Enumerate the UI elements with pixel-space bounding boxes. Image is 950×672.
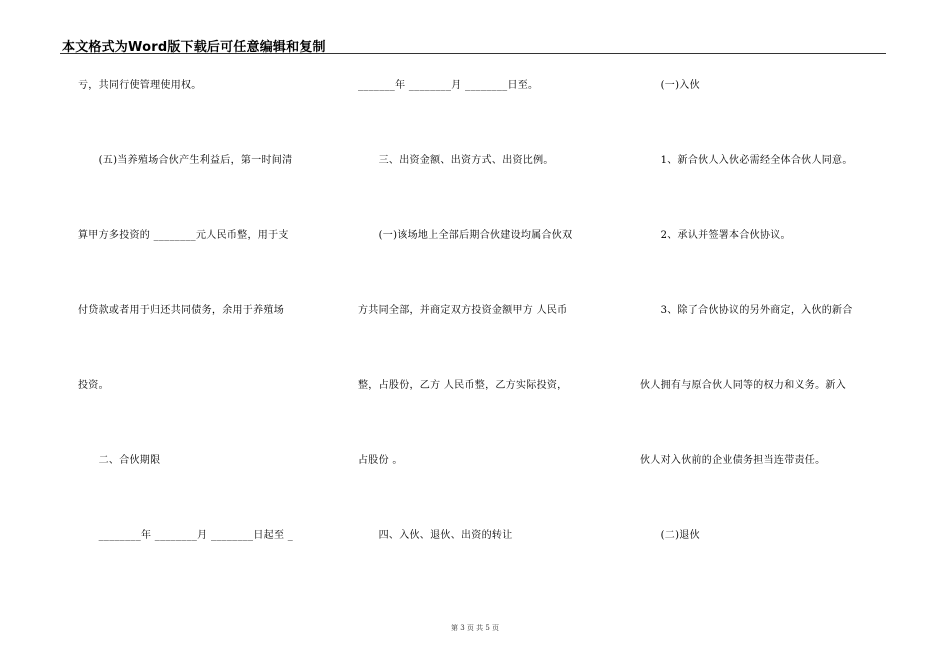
subsection-heading: (一)入伙 <box>640 80 700 91</box>
text-line: 整，占股份，乙方 人民币整，乙方实际投资， <box>358 380 568 391</box>
text-line: 1、新合伙人入伙必需经全体合伙人同意。 <box>640 155 853 166</box>
text-line: (一)该场地上全部后期合伙建设均属合伙双 <box>358 230 573 241</box>
text-line: 投资。 <box>78 380 109 391</box>
text-line: 付贷款或者用于归还共同债务，余用于养殖场 <box>78 305 284 316</box>
text-line: 2、承认并签署本合伙协议。 <box>640 230 791 241</box>
header-divider <box>60 53 886 54</box>
section-heading: 二、合伙期限 <box>78 455 161 466</box>
text-line: 3、除了合伙协议的另外商定，入伙的新合 <box>640 305 853 316</box>
text-line: 亏，共同行使管理使用权。 <box>78 80 202 91</box>
subsection-heading: (二)退伙 <box>640 530 700 541</box>
page-number: 第 3 页 共 5 页 <box>450 624 500 632</box>
section-heading: 三、出资金额、出资方式、出资比例。 <box>358 155 554 166</box>
text-line: 算甲方多投资的 ________元人民币整，用于支 <box>78 230 289 241</box>
text-line: _______年 ________月 ________日至。 <box>358 80 539 91</box>
text-line: 伙人对入伙前的企业债务担当连带责任。 <box>640 455 826 466</box>
text-line: 伙人拥有与原合伙人同等的权力和义务。新入 <box>640 380 846 391</box>
text-line: 方共同全部，并商定双方投资金额甲方 人民币 <box>358 305 568 316</box>
document-header-title: 本文格式为Word版下载后可任意编辑和复制 <box>62 40 326 55</box>
text-line: 占股份 。 <box>358 455 403 466</box>
text-line: (五)当养殖场合伙产生利益后，第一时间清 <box>78 155 293 166</box>
text-line: ________年 ________月 ________日起至 _ <box>78 530 294 541</box>
section-heading: 四、入伙、退伙、出资的转让 <box>358 530 513 541</box>
